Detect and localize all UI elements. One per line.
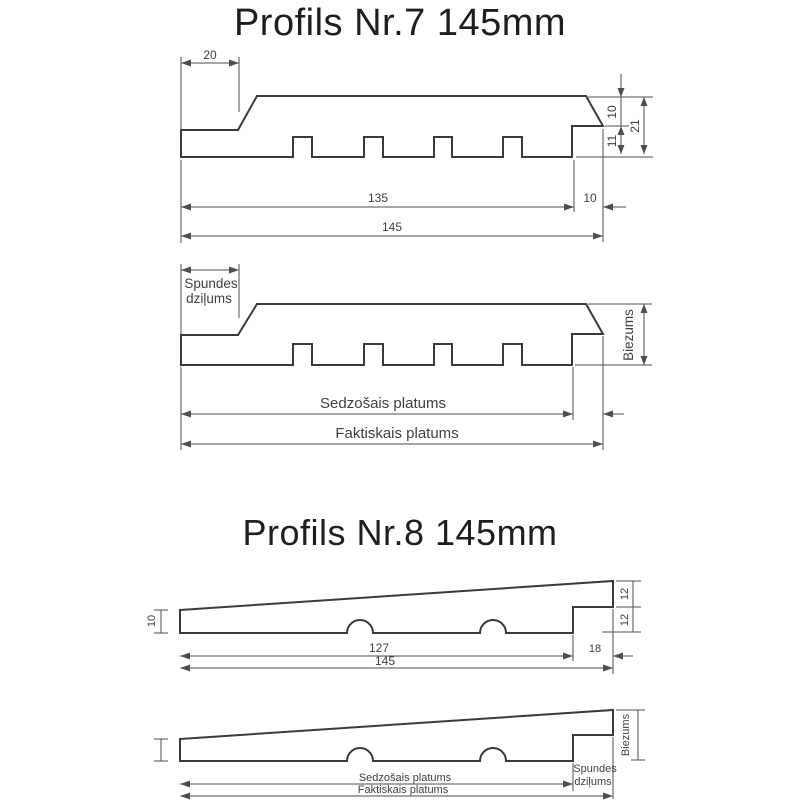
profile8-dimensioned-drawing <box>130 560 670 680</box>
profile7-dimension-and-extension-lines <box>181 57 653 243</box>
profile7-title: Profils Nr.7 145mm <box>233 2 567 44</box>
dim-lip-bottom: 12 <box>619 613 631 627</box>
profile7-dimensioned-drawing <box>140 40 670 255</box>
profile7-dimension-arrowheads <box>181 60 648 240</box>
label-thickness-8: Biezums <box>620 713 632 757</box>
dim-bottom-lip: 11 <box>605 134 619 148</box>
profile8-dimension-arrowheads <box>180 653 623 672</box>
dim-cover-width: 135 <box>367 191 389 205</box>
profile7-labeled-drawing <box>140 258 670 458</box>
dim-lap-width: 10 <box>583 191 597 205</box>
label-full-width: Faktiskais platums <box>335 425 459 442</box>
dim-lip-top: 12 <box>619 587 631 601</box>
profile8-labeled-drawing <box>130 688 670 800</box>
dim-cover-width-8: 127 <box>368 641 390 655</box>
dim-full-width: 145 <box>381 220 403 234</box>
label-full-width-8: Faktiskais platums <box>357 784 449 796</box>
label-cover-width: Sedzošais platums <box>320 395 446 412</box>
profile7-cross-section-outline-labeled <box>181 304 603 365</box>
dim-top-lip: 10 <box>605 105 619 119</box>
profile7-cross-section-outline <box>181 96 603 157</box>
label-tongue-depth-8-line2: dziļums <box>574 776 612 788</box>
profile8-title: Profils Nr.8 145mm <box>242 512 558 553</box>
label-tongue-depth-line1: Spundes <box>184 276 238 291</box>
dim-full-width-8: 145 <box>374 654 396 668</box>
dim-left-thickness: 10 <box>146 614 158 628</box>
label-tongue-depth-line2: dziļums <box>186 291 232 306</box>
dim-lap-width-8: 18 <box>588 643 602 655</box>
profile8-cross-section-outline <box>180 581 613 633</box>
label-thickness: Biezums <box>621 309 636 361</box>
dim-total-thickness: 21 <box>628 119 642 133</box>
profile7-label-dimension-lines <box>181 264 652 450</box>
dim-tongue-width: 20 <box>203 48 217 62</box>
profile7-label-arrowheads <box>181 267 648 448</box>
label-tongue-depth-8-line1: Spundes <box>573 763 617 775</box>
profile8-cross-section-outline-labeled <box>180 710 613 761</box>
label-cover-width-8: Sedzošais platums <box>358 772 452 784</box>
